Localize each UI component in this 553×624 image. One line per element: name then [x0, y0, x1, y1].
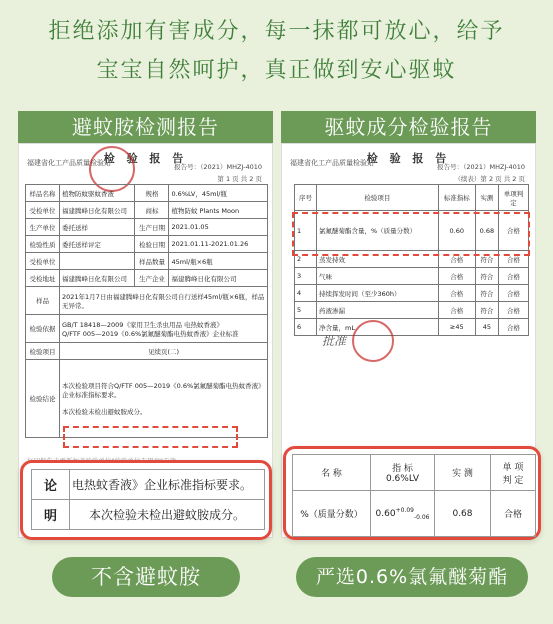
cell: 0.6%LV，45ml/瓶: [169, 185, 268, 202]
cell: 受检单位: [26, 253, 60, 270]
basis-line-2: Q/FTF 005—2019《0.6%氯氟醚菊酯电热蚊香液》企业标准: [62, 329, 239, 338]
cell: 持续挥发时间（至少360h）: [317, 285, 439, 302]
cell: 检验日期: [135, 236, 169, 253]
cell: 符合: [475, 251, 498, 268]
left-zoom-callout-card: [20, 460, 272, 540]
cell: 符合: [475, 285, 498, 302]
cell: 本次检验未检出避蚊胺成分。: [70, 500, 265, 530]
cell: [60, 253, 135, 270]
right-doc-page: （续表）第 2 页 共 2 页: [454, 175, 525, 183]
table-row: [32, 470, 265, 500]
table-row: [293, 491, 536, 537]
index-value: 0.60: [375, 508, 396, 519]
cell: 45: [475, 319, 498, 336]
cell: 样品数量: [135, 253, 169, 270]
highlight-dashed-box: [63, 426, 238, 448]
cell: ≥45: [438, 319, 475, 336]
left-doc-title: 检 验 报 告: [103, 152, 188, 165]
cell: 检验性质: [26, 236, 60, 253]
cell: 受检单位: [26, 202, 60, 219]
table-row: [26, 185, 268, 202]
badge-chlorfluthrin: 严选0.6%氯氟醚菊酯: [296, 557, 528, 597]
cell: 0.68: [475, 211, 498, 251]
right-doc-report-no: 报告号：（2021）MHZJ-4010: [437, 163, 525, 171]
table-row: [26, 315, 268, 343]
right-doc-table: [294, 184, 529, 336]
table-row: [32, 500, 265, 530]
col-index-label: 指 标: [392, 464, 413, 474]
cell: 2: [295, 251, 317, 268]
cell: 样品名称: [26, 185, 60, 202]
cell: 合格: [491, 491, 536, 537]
cell: 见续页(二): [60, 343, 268, 360]
table-row: [26, 219, 268, 236]
cell: 检验依据: [26, 315, 60, 343]
cell: 符合: [475, 268, 498, 285]
cell: 名 称: [293, 455, 371, 491]
cell: 实 测: [435, 455, 491, 491]
cell: 1: [295, 211, 317, 251]
cell: [60, 315, 268, 343]
table-row: [26, 253, 268, 270]
table-row: [293, 455, 536, 491]
cell: 委托送样: [60, 219, 135, 236]
table-row: [26, 270, 268, 287]
cell: 2021.01.05: [169, 219, 268, 236]
cell: 气味: [317, 268, 439, 285]
cell: [371, 491, 435, 537]
left-doc-page: 第 1 页 共 2 页: [217, 175, 262, 183]
cell: 合格: [499, 285, 529, 302]
cell: 规格: [135, 185, 169, 202]
right-panel-title: 驱蚊成分检验报告: [281, 111, 536, 143]
cell: 福建腾峰日化有限公司: [169, 270, 268, 287]
red-seal-stamp: [352, 320, 394, 362]
cell: 合格: [499, 211, 529, 251]
cell: 单 项 判 定: [491, 455, 536, 491]
basis-line-1: GB/T 18418—2009《家用卫生杀虫用品 电热蚊香液》: [62, 320, 224, 329]
signature: 批准: [322, 334, 347, 348]
cell: [371, 455, 435, 491]
cell: 净含量，mL: [317, 319, 439, 336]
right-doc-org: 福建省化工产品质量检验站: [290, 159, 374, 167]
cell: 生产单位: [26, 219, 60, 236]
cell: 合格: [438, 268, 475, 285]
cell: 单项判定: [499, 185, 529, 211]
cell: 受检地址: [26, 270, 60, 287]
badge-no-deet: 不含避蚊胺: [52, 557, 240, 597]
cell: 合格: [499, 268, 529, 285]
conclusion-line-2: 本次检验未检出避蚊胺成分。: [62, 408, 147, 416]
callout-table: [292, 454, 536, 537]
cell: 蒸发持效: [317, 251, 439, 268]
cell: 2021.01.11-2021.01.26: [169, 236, 268, 253]
cell: 论: [32, 470, 70, 500]
cell: 0.68: [435, 491, 491, 537]
cell: 6: [295, 319, 317, 336]
table-row: [26, 236, 268, 253]
left-doc-org: 福建省化工产品质量检验站: [27, 159, 111, 167]
cell: 合格: [438, 302, 475, 319]
callout-table: [31, 469, 265, 530]
cell: 标准指标: [438, 185, 475, 211]
cell: 检验项目: [26, 343, 60, 360]
col-index-unit: 0.6%LV: [385, 474, 420, 484]
cell: 福建腾峰日化有限公司: [60, 270, 135, 287]
cell: 生产日期: [135, 219, 169, 236]
cell: 合格: [499, 302, 529, 319]
right-doc-title: 检 验 报 告: [366, 152, 451, 165]
cell: 生产企业: [135, 270, 169, 287]
left-doc-table: [25, 184, 268, 438]
cell: 5: [295, 302, 317, 319]
cell: 合格: [499, 319, 529, 336]
cell: 实测: [475, 185, 498, 211]
table-row: [295, 285, 529, 302]
cell: 委托送样评定: [60, 236, 135, 253]
cell: 福建腾峰日化有限公司: [60, 202, 135, 219]
table-row: [26, 287, 268, 315]
right-zoom-callout-card: [283, 446, 541, 540]
table-row: [26, 343, 268, 360]
cell: 商标: [135, 202, 169, 219]
cell: 0.60: [438, 211, 475, 251]
cell: 45ml/瓶×6瓶: [169, 253, 268, 270]
cell: 检验结论: [26, 360, 60, 438]
cell: 明: [32, 500, 70, 530]
table-row: [295, 268, 529, 285]
index-minus: -0.06: [413, 513, 430, 521]
cell: 合格: [499, 251, 529, 268]
cell: 药液渗漏: [317, 302, 439, 319]
cell: 氯氟醚菊酯含量，%（质量分数）: [317, 211, 439, 251]
cell: 2021年1月7日由福建腾峰日化有限公司自行送样45ml/瓶×6瓶，样品无异常。: [60, 287, 268, 315]
left-doc-report-no: 报告号：（2021）MHZJ-4010: [174, 163, 262, 171]
table-row: [295, 185, 529, 211]
cell: 电热蚊香液》企业标准指标要求。: [70, 470, 265, 500]
headline-line-1: 拒绝添加有害成分，每一抹都可放心，给予: [48, 19, 505, 44]
cell: 样品: [26, 287, 60, 315]
cell: 4: [295, 285, 317, 302]
cell: %（质量分数）: [293, 491, 371, 537]
cell: 序号: [295, 185, 317, 211]
highlight-dashed-box: [292, 212, 530, 256]
cell: 3: [295, 268, 317, 285]
cell: 植物防蚊驱蚊香液: [60, 185, 135, 202]
headline-line-2: 宝宝自然呵护，真正做到安心驱蚊: [96, 58, 457, 83]
cell: 合格: [438, 251, 475, 268]
conclusion-line-1: 本次检验项目符合Q/FTF 005—2019《0.6%氯氟醚菊酯电热蚊香液》企业标准指标要求。: [62, 382, 265, 399]
cell: 植物防蚊 Plants Moon: [169, 202, 268, 219]
left-panel-title: 避蚊胺检测报告: [18, 111, 273, 143]
cell: 合格: [438, 285, 475, 302]
table-row: [26, 202, 268, 219]
cell: 符合: [475, 302, 498, 319]
table-row: [295, 302, 529, 319]
cell: 检验项目: [317, 185, 439, 211]
index-plus: +0.09: [395, 506, 414, 514]
